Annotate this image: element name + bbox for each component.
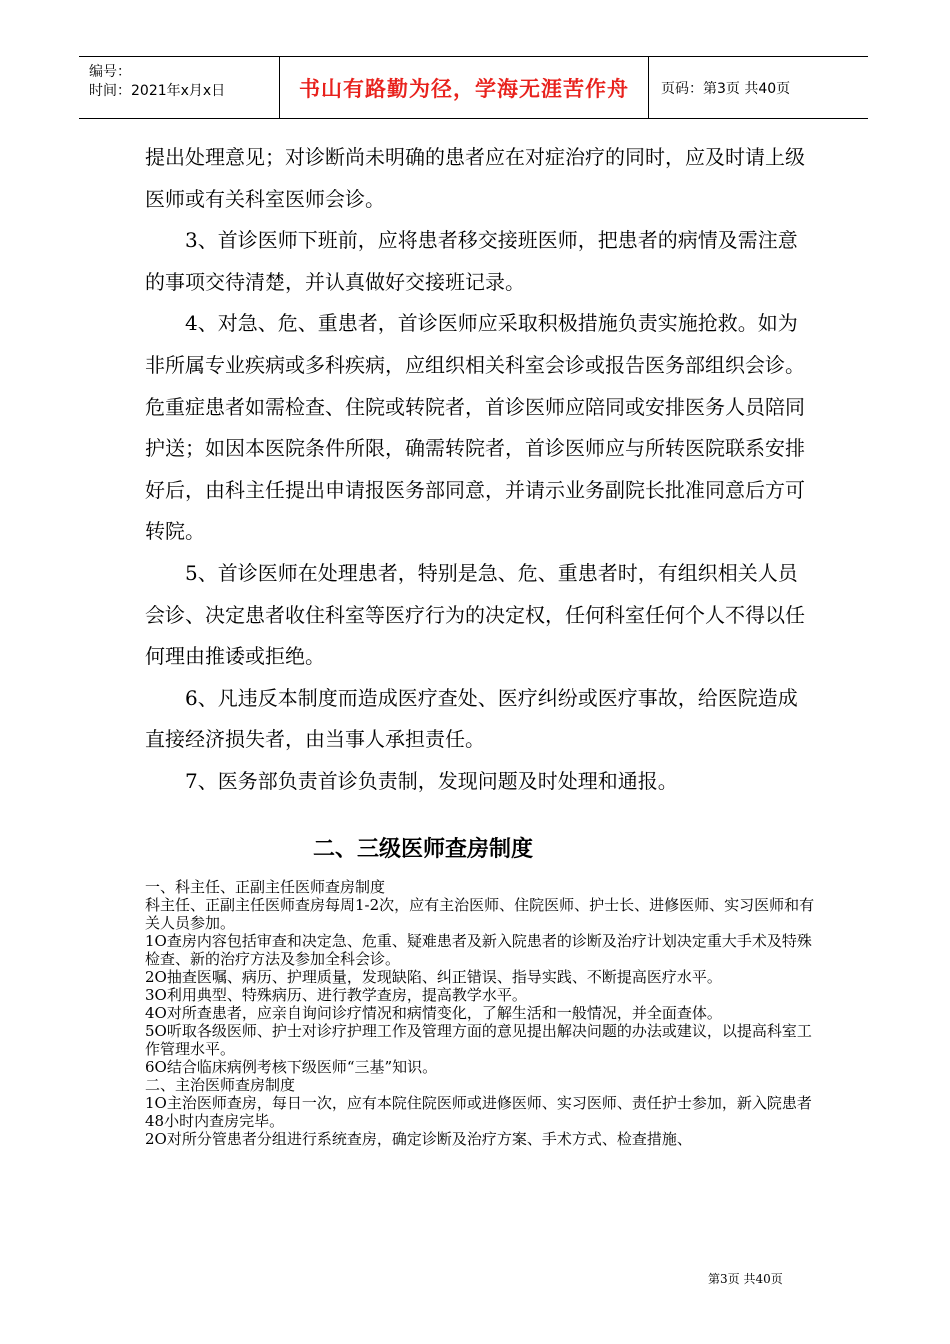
number-label: 编号： [89, 64, 131, 80]
section-title: 二、三级医师查房制度 [312, 837, 533, 862]
section-line: 4O对所查患者，应亲自询问诊疗情况和病情变化，了解生活和一般情况，并全面查体。 [145, 1004, 722, 1022]
section-line: 6O结合临床病例考核下级医师“三基”知识。 [145, 1058, 438, 1076]
section-line: 2O抽查医嘱、病历、护理质量，发现缺陷、纠正错误、指导实践、不断提高医疗水平。 [145, 968, 722, 986]
section-line: 二、主治医师查房制度 [145, 1076, 296, 1094]
page-footer: 第3页 共40页 [708, 1272, 783, 1286]
header-motto: 书山有路勤为径，学海无涯苦作舟 [280, 57, 649, 118]
paragraph: 4、对急、危、重患者，首诊医师应采取积极措施负责实施抢救。如为非所属专业疾病或多科疾病，应组织相关科室会诊或报告医务部组织会诊。危重症患者如需检查、住院或转院者，首诊医师应陪同或安排医务人员陪同护送；如因本医院条件所限，确需转院者，首诊医师应与所转医院联系安排好后，由科主任提出申请报医务部同意，并请示业务副院长批准同意后方可转院。 [145, 311, 805, 544]
section-line: 2O对所分管患者分组进行系统查房，确定诊断及治疗方案、手术方式、检查措施、 [145, 1130, 692, 1148]
header-meta [79, 57, 280, 118]
paragraph: 提出处理意见；对诊断尚未明确的患者应在对症治疗的同时，应及时请上级医师或有关科室医师会诊。 [145, 145, 805, 211]
section-line: 1O主治医师查房，每日一次，应有本院住院医师或进修医师、实习医师、责任护士参加，新入院患者48小时内查房完毕。 [145, 1094, 812, 1130]
time-label: 时间：2021年x月x日 [89, 83, 226, 99]
paragraph: 6、凡违反本制度而造成医疗查处、医疗纠纷或医疗事故，给医院造成直接经济损失者，由当事人承担责任。 [145, 685, 798, 752]
page-header [79, 56, 868, 119]
section-content [145, 878, 815, 1148]
paragraph: 7、医务部负责首诊负责制，发现问题及时处理和通报。 [185, 768, 678, 793]
section-line: 一、科主任、正副主任医师查房制度 [145, 878, 386, 896]
section-line: 3O利用典型、特殊病历、进行教学查房，提高教学水平。 [145, 986, 527, 1004]
header-page-info: 页码：第3页 共40页 [661, 80, 791, 97]
section-line: 1O查房内容包括审查和决定急、危重、疑难患者及新入院患者的诊断及治疗计划决定重大手术及特殊检查、新的治疗方法及参加全科会诊。 [145, 932, 812, 968]
section-line: 科主任、正副主任医师查房每周1-2次，应有主治医师、住院医师、护士长、进修医师、实习医师和有关人员参加。 [145, 896, 815, 932]
body-text [145, 137, 815, 803]
section-line: 5O听取各级医师、护士对诊疗护理工作及管理方面的意见提出解决问题的办法或建议，以提高科室工作管理水平。 [145, 1022, 812, 1058]
paragraph: 3、首诊医师下班前，应将患者移交接班医师，把患者的病情及需注意的事项交待清楚，并认真做好交接班记录。 [145, 228, 798, 294]
paragraph: 5、首诊医师在处理患者，特别是急、危、重患者时，有组织相关人员会诊、决定患者收住科室等医疗行为的决定权，任何科室任何个人不得以任何理由推诿或拒绝。 [145, 560, 805, 669]
